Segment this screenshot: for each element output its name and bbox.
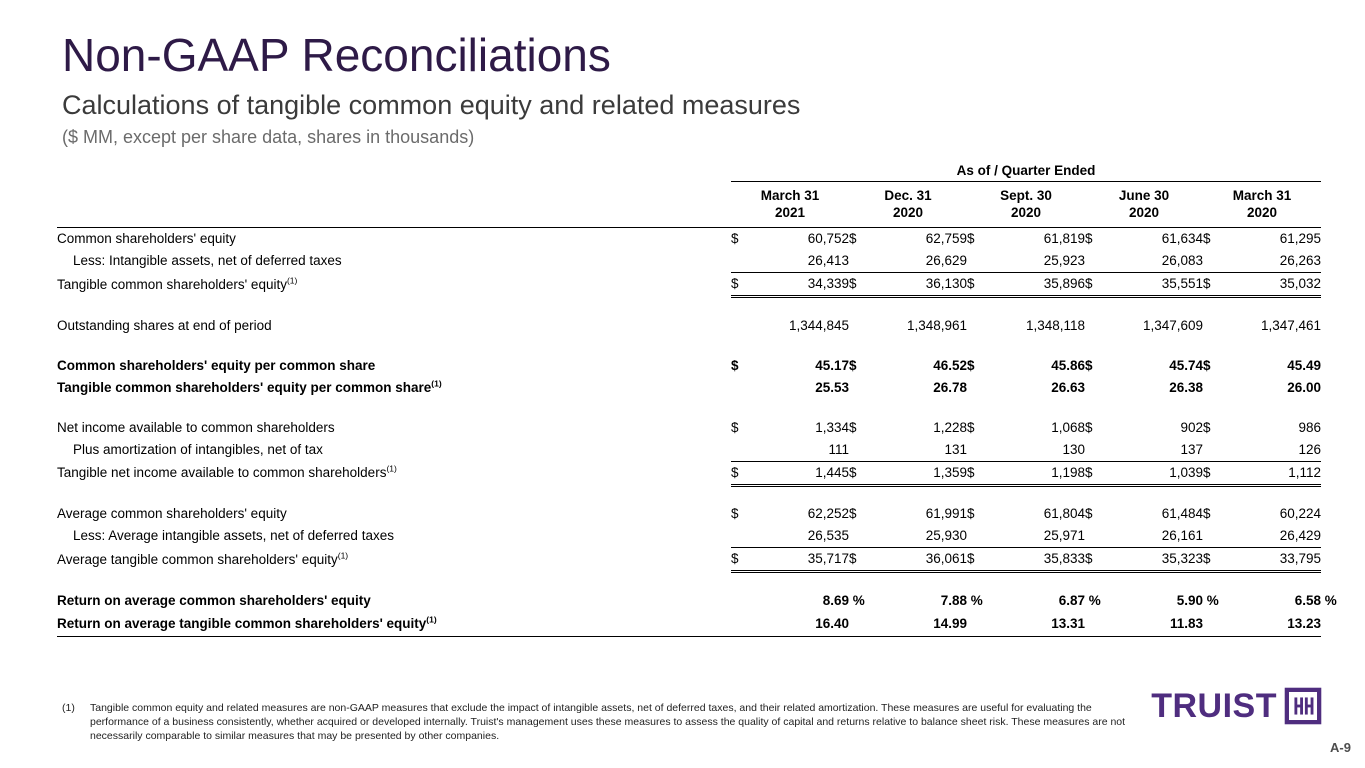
- currency-cell: [731, 250, 751, 273]
- column-header: [731, 182, 849, 228]
- value-cell: 126: [1298, 441, 1322, 457]
- value-cell: 26,629: [925, 253, 967, 269]
- currency-cell: [849, 315, 869, 337]
- value-cell: 6.58 %: [1294, 592, 1337, 608]
- value-cell: 7.88 %: [940, 592, 983, 608]
- currency-cell: [849, 250, 869, 273]
- value-cell: 25,971: [1043, 528, 1085, 544]
- table-row: [57, 612, 1321, 637]
- currency-cell: [1085, 439, 1105, 462]
- truist-logo: [1151, 687, 1322, 725]
- column-year: 2021: [774, 205, 806, 221]
- currency-cell: [1203, 525, 1223, 548]
- value-cell: 26.78: [933, 379, 967, 395]
- value-cell: 5.90 %: [1176, 592, 1219, 608]
- value-cell: 1,347,461: [1260, 317, 1322, 333]
- value-cell: 34,339: [751, 273, 849, 297]
- currency-cell: $: [849, 273, 869, 297]
- currency-cell: $: [849, 419, 857, 435]
- table-row: [57, 439, 1321, 462]
- row-label: Less: Average intangible assets, net of deferred taxes: [73, 528, 394, 544]
- currency-cell: [731, 439, 751, 462]
- value-cell: 16.40: [751, 612, 849, 637]
- value-cell: 14.99: [869, 612, 967, 637]
- currency-cell: $: [731, 357, 739, 373]
- footnote-ref: (1): [286, 275, 298, 286]
- currency-cell: [1085, 250, 1105, 273]
- value-cell: 11.83: [1105, 612, 1203, 637]
- value-cell: 61,819: [1043, 231, 1085, 247]
- spacer-row: [57, 485, 1321, 503]
- currency-cell: $: [1203, 419, 1211, 435]
- value-cell: 61,484: [1161, 506, 1203, 522]
- value-cell: 902: [1180, 419, 1203, 435]
- value-cell: 8.69 %: [822, 592, 865, 608]
- footnote-ref: (1): [426, 614, 437, 625]
- group-header: As of / Quarter Ended: [731, 162, 1321, 182]
- currency-cell: [967, 250, 987, 273]
- value-cell: 13.23: [1223, 612, 1321, 637]
- row-label: Return on average tangible common shareholders' equity$^{(1)}$: [57, 612, 731, 637]
- column-period: Sept. 30: [1000, 188, 1052, 204]
- column-header: [1085, 182, 1203, 228]
- value-cell: 130: [1062, 441, 1085, 457]
- currency-cell: [1203, 439, 1223, 462]
- units-note: ($ MM, except per share data, shares in thousands): [62, 126, 475, 147]
- value-cell: 26.00: [1287, 379, 1322, 395]
- currency-cell: $: [731, 231, 739, 247]
- value-cell: 60,752: [807, 231, 849, 247]
- value-cell: 986: [1298, 419, 1322, 435]
- currency-cell: $: [1085, 419, 1093, 435]
- currency-cell: [731, 612, 751, 637]
- value-cell: 35,551: [1105, 273, 1203, 297]
- column-header: [1203, 182, 1321, 228]
- currency-cell: [731, 377, 751, 399]
- table-row: [57, 503, 1321, 525]
- value-cell: 26,413: [807, 253, 849, 269]
- truist-wordmark: TRUIST: [1151, 687, 1277, 725]
- row-label: Return on average common shareholders' equity: [57, 592, 371, 608]
- value-cell: 1,112: [1223, 461, 1321, 485]
- column-header: [849, 182, 967, 228]
- spacer-row: [57, 572, 1321, 590]
- value-cell: 61,991: [925, 506, 967, 522]
- table-body: [57, 228, 1337, 637]
- column-period: March 31: [760, 188, 820, 204]
- value-cell: 45.17: [815, 357, 849, 373]
- column-period: March 31: [1232, 188, 1292, 204]
- currency-cell: [1085, 315, 1105, 337]
- column-header: [967, 182, 1085, 228]
- table-row: [57, 228, 1321, 251]
- currency-cell: $: [849, 506, 857, 522]
- value-cell: 61,295: [1279, 231, 1322, 247]
- table-row: [57, 590, 1321, 612]
- value-cell: 26.63: [1051, 379, 1085, 395]
- value-cell: 1,348,961: [906, 317, 967, 333]
- spacer-cell: [57, 485, 1321, 503]
- value-cell: 25.53: [815, 379, 849, 395]
- currency-cell: [849, 612, 869, 637]
- value-cell: 25,930: [925, 528, 967, 544]
- currency-cell: [967, 525, 987, 548]
- currency-cell: [731, 315, 751, 337]
- currency-cell: $: [1203, 506, 1211, 522]
- value-cell: 25,923: [1043, 253, 1085, 269]
- currency-cell: $: [967, 273, 987, 297]
- value-cell: 60,224: [1279, 506, 1322, 522]
- value-cell: 1,344,845: [788, 317, 849, 333]
- currency-cell: [1203, 612, 1223, 637]
- table-row: [57, 315, 1321, 337]
- currency-cell: $: [731, 273, 751, 297]
- table-row: [57, 250, 1321, 273]
- empty-corner-cell: [57, 162, 731, 182]
- currency-cell: $: [1203, 273, 1223, 297]
- currency-cell: $: [849, 231, 857, 247]
- value-cell: 1,348,118: [1025, 317, 1085, 333]
- spacer-row: [57, 399, 1321, 417]
- currency-cell: $: [731, 548, 751, 572]
- value-cell: 26,161: [1161, 528, 1203, 544]
- table-row: [57, 548, 1321, 572]
- value-cell: 45.86: [1051, 357, 1085, 373]
- spacer-row: [57, 297, 1321, 315]
- page-title: Non-GAAP Reconciliations: [62, 29, 611, 81]
- table-row: [57, 417, 1321, 439]
- footnote-ref: (1): [386, 463, 397, 474]
- value-cell: 1,228: [933, 419, 967, 435]
- row-label: Common shareholders' equity: [57, 231, 236, 247]
- column-year: 2020: [1246, 205, 1278, 221]
- currency-cell: $: [1085, 548, 1105, 572]
- spacer-row: [57, 337, 1321, 355]
- currency-cell: $: [1085, 357, 1093, 373]
- currency-cell: $: [967, 548, 987, 572]
- column-year: 2020: [1010, 205, 1042, 221]
- row-label: Net income available to common shareholders: [57, 419, 335, 435]
- currency-cell: $: [1203, 357, 1211, 373]
- currency-cell: $: [1085, 231, 1093, 247]
- currency-cell: $: [731, 506, 739, 522]
- value-cell: 6.87 %: [1058, 592, 1101, 608]
- value-cell: 45.74: [1169, 357, 1203, 373]
- column-year: 2020: [892, 205, 924, 221]
- group-header-row: [57, 162, 1321, 182]
- value-cell: 35,323: [1105, 548, 1203, 572]
- currency-cell: $: [1085, 461, 1105, 485]
- spacer-cell: [57, 572, 1321, 590]
- currency-cell: [1203, 315, 1223, 337]
- column-year: 2020: [1128, 205, 1160, 221]
- currency-cell: $: [967, 419, 975, 435]
- row-label: Tangible common shareholders' equity per common share$^{(1)}$: [57, 378, 442, 395]
- value-cell: 45.49: [1287, 357, 1322, 373]
- currency-cell: $: [849, 461, 869, 485]
- footnote-ref: (1): [337, 550, 349, 561]
- value-cell: 35,717: [751, 548, 849, 572]
- currency-cell: [731, 590, 751, 612]
- value-cell: 62,252: [807, 506, 849, 522]
- currency-cell: $: [967, 231, 975, 247]
- value-cell: 36,061: [869, 548, 967, 572]
- currency-cell: $: [1085, 273, 1105, 297]
- value-cell: 26,083: [1161, 253, 1203, 269]
- value-cell: 137: [1180, 441, 1203, 457]
- value-cell: 13.31: [987, 612, 1085, 637]
- spacer-cell: [57, 297, 1321, 315]
- truist-logo-mark-icon: [1284, 687, 1322, 725]
- currency-cell: [849, 525, 869, 548]
- currency-cell: [849, 439, 869, 462]
- value-cell: 1,347,609: [1142, 317, 1203, 333]
- row-label: Outstanding shares at end of period: [57, 317, 272, 333]
- currency-cell: [1085, 612, 1105, 637]
- currency-cell: $: [849, 548, 869, 572]
- value-cell: 1,039: [1105, 461, 1203, 485]
- value-cell: 1,198: [987, 461, 1085, 485]
- value-cell: 26,263: [1279, 253, 1322, 269]
- row-label: Average common shareholders' equity: [57, 506, 287, 522]
- footnote-text: Tangible common equity and related measures are non-GAAP measures that exclude the impact of intangible assets, net of deferred taxes, and their related amortization. These measures are useful for evaluating the performance of a business consistently, whether acquired or developed internally. Truist's management uses these measures to assess the quality of capital and returns relative to balance sheet risk. These measures are not necessarily comparable to similar measures that may be presented by other companies.: [90, 702, 1126, 743]
- value-cell: 46.52: [933, 357, 967, 373]
- column-period: Dec. 31: [884, 188, 932, 204]
- value-cell: 62,759: [925, 231, 967, 247]
- currency-cell: $: [967, 506, 975, 522]
- currency-cell: [1085, 377, 1105, 399]
- value-cell: 26,429: [1279, 528, 1322, 544]
- value-cell: 1,068: [1051, 419, 1085, 435]
- value-cell: 35,833: [987, 548, 1085, 572]
- row-label: Less: Intangible assets, net of deferred taxes: [73, 253, 342, 269]
- value-cell: 35,032: [1223, 273, 1321, 297]
- row-label: Plus amortization of intangibles, net of tax: [73, 441, 323, 457]
- table-row: [57, 461, 1321, 485]
- currency-cell: [1203, 377, 1223, 399]
- column-header-row: [57, 182, 1321, 228]
- table-row: [57, 525, 1321, 548]
- currency-cell: $: [731, 419, 739, 435]
- currency-cell: $: [1203, 461, 1223, 485]
- currency-cell: [967, 377, 987, 399]
- table-row: [57, 355, 1321, 377]
- currency-cell: [1203, 250, 1223, 273]
- value-cell: 61,804: [1043, 506, 1085, 522]
- currency-cell: $: [1203, 231, 1211, 247]
- currency-cell: $: [967, 461, 987, 485]
- value-cell: 1,334: [815, 419, 849, 435]
- value-cell: 61,634: [1161, 231, 1203, 247]
- currency-cell: $: [1085, 506, 1093, 522]
- table-row: [57, 377, 1321, 399]
- currency-cell: [849, 377, 869, 399]
- page-subtitle: Calculations of tangible common equity and related measures: [62, 89, 801, 120]
- row-label: Average tangible common shareholders' equity$^{(1)}$: [57, 550, 349, 567]
- currency-cell: $: [849, 357, 857, 373]
- currency-cell: $: [1203, 548, 1223, 572]
- row-label: Common shareholders' equity per common share: [57, 357, 376, 373]
- value-cell: 26.38: [1169, 379, 1203, 395]
- value-cell: 36,130: [869, 273, 967, 297]
- spacer-cell: [57, 399, 1321, 417]
- page-number: A-9: [1330, 740, 1351, 755]
- currency-cell: [967, 439, 987, 462]
- footnote-ref: (1): [431, 378, 442, 389]
- currency-cell: [1085, 525, 1105, 548]
- row-label: Tangible net income available to common shareholders$^{(1)}$: [57, 463, 397, 481]
- value-cell: 131: [944, 441, 967, 457]
- value-cell: 33,795: [1223, 548, 1321, 572]
- currency-cell: [731, 525, 751, 548]
- value-cell: 26,535: [807, 528, 849, 544]
- footnote-marker: (1): [62, 702, 75, 714]
- reconciliation-table: [57, 162, 1337, 638]
- table-row: [57, 273, 1321, 297]
- currency-cell: $: [967, 357, 975, 373]
- currency-cell: [967, 612, 987, 637]
- currency-cell: $: [731, 461, 751, 485]
- value-cell: 35,896: [987, 273, 1085, 297]
- spacer-cell: [57, 337, 1321, 355]
- footnote: [62, 701, 1140, 743]
- empty-label-header: [57, 182, 731, 228]
- value-cell: 1,359: [869, 461, 967, 485]
- column-period: June 30: [1118, 188, 1170, 204]
- currency-cell: [967, 315, 987, 337]
- row-label: Tangible common shareholders' equity$^{(1)}$: [57, 275, 298, 292]
- value-cell: 111: [828, 441, 849, 457]
- value-cell: 1,445: [751, 461, 849, 485]
